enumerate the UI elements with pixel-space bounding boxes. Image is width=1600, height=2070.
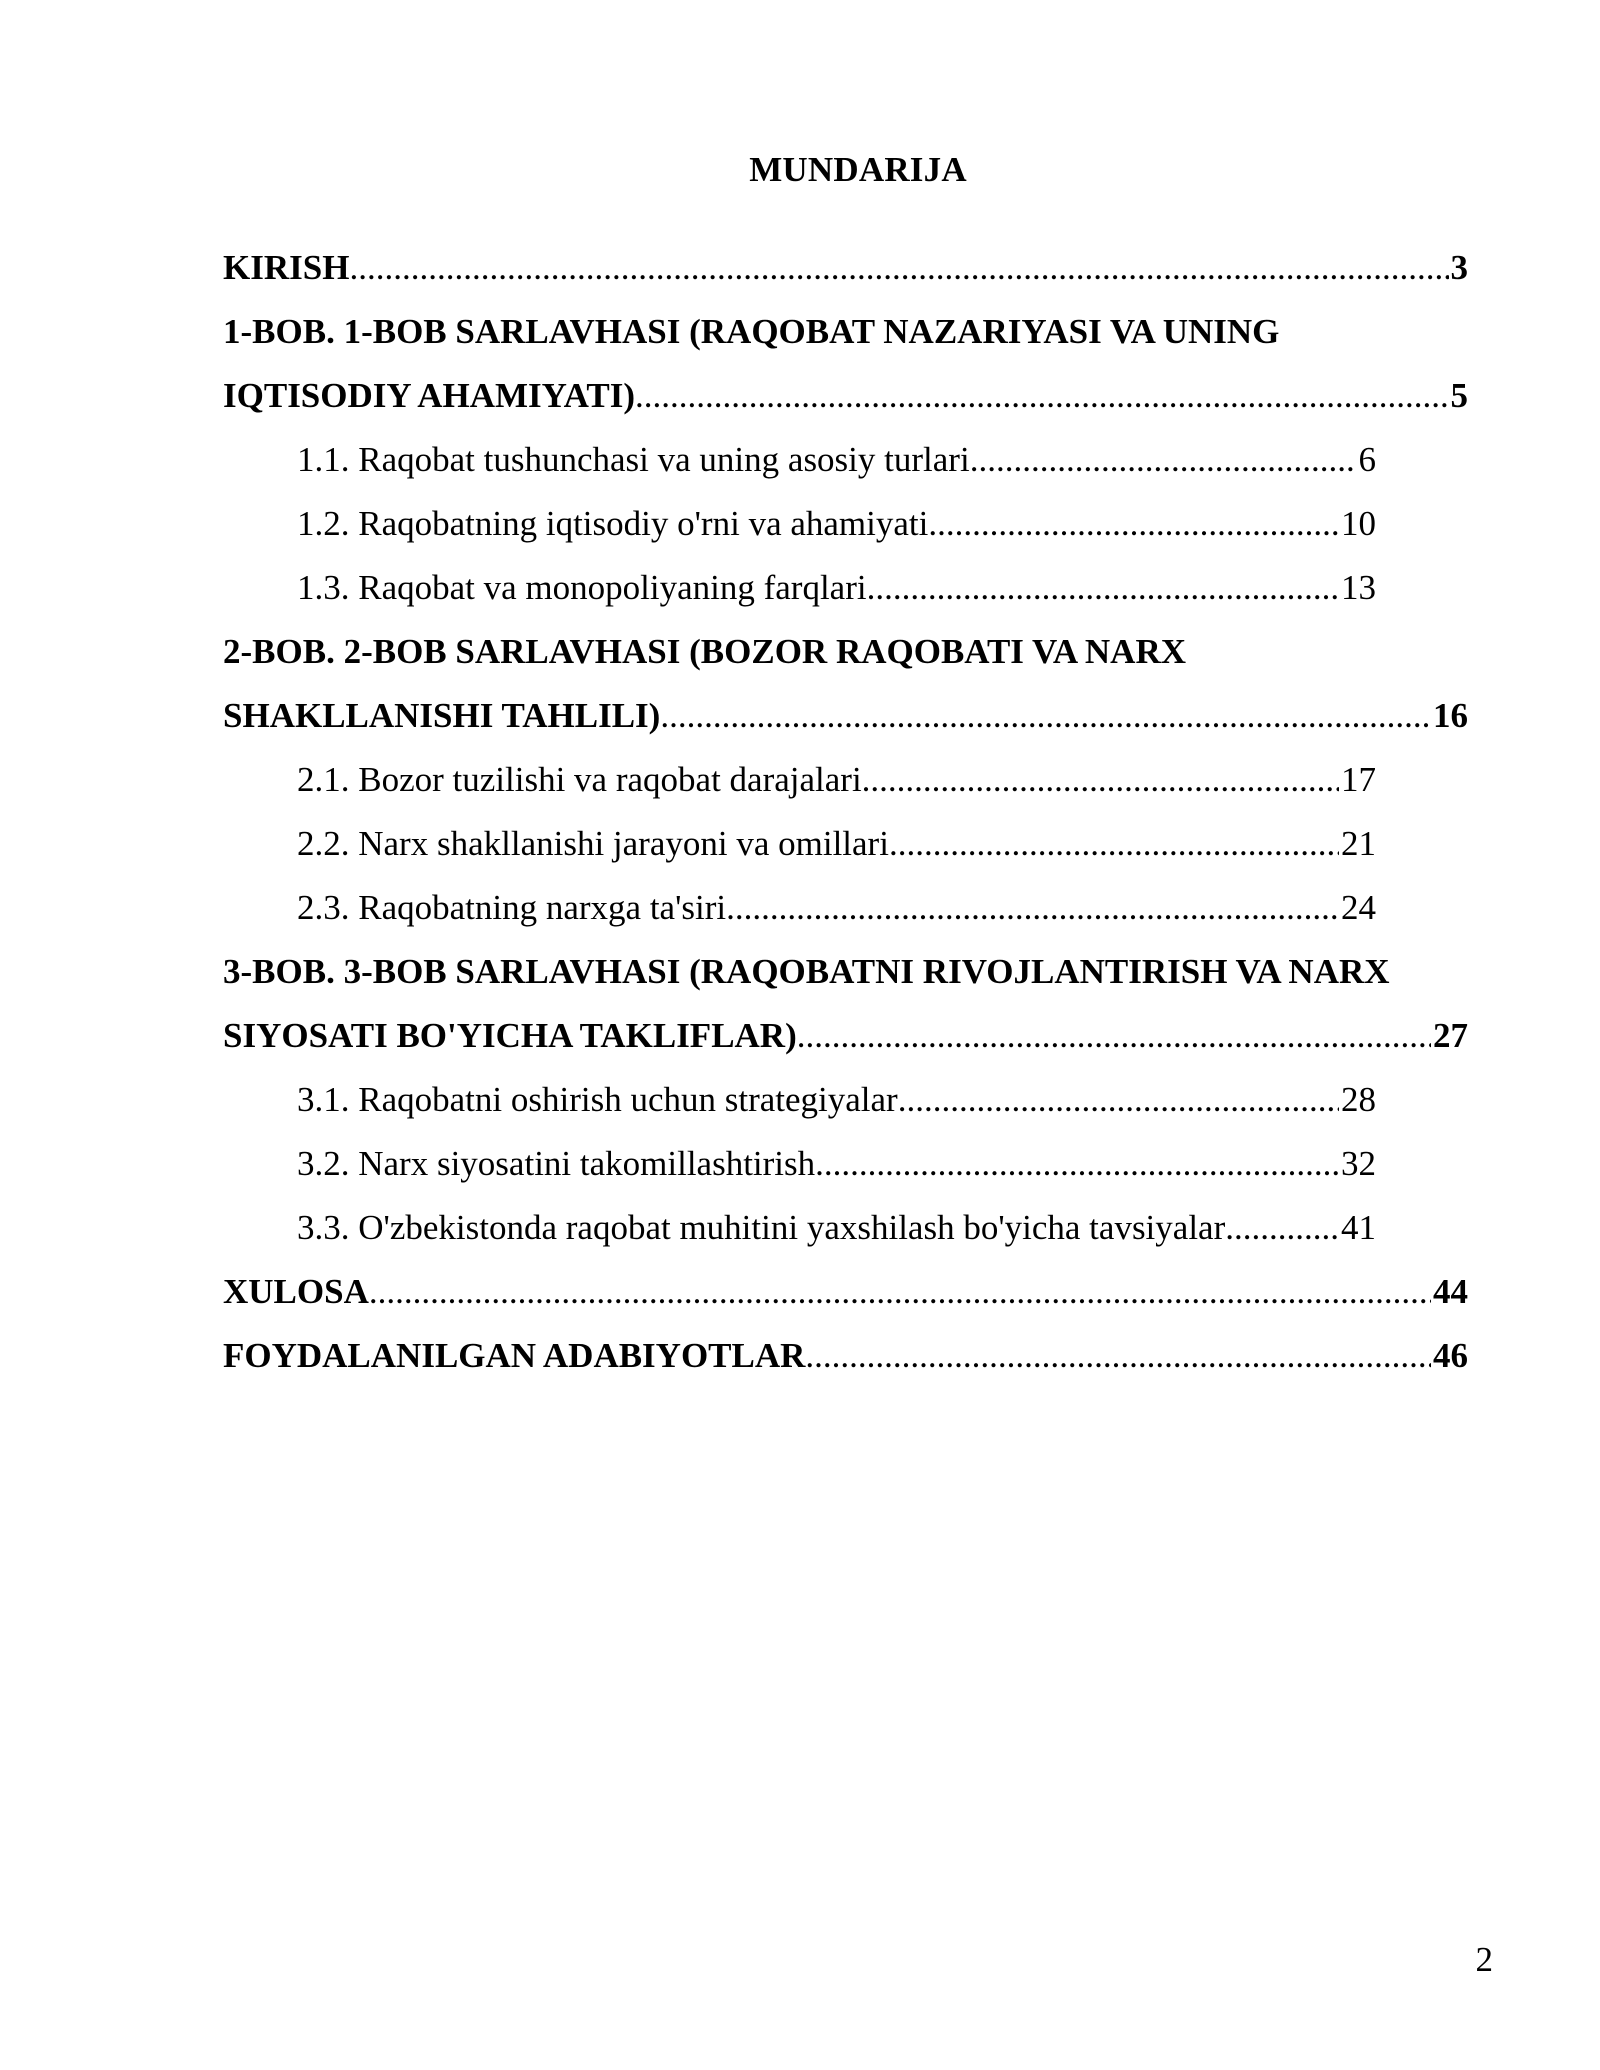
- toc-entry-row: [297, 428, 1376, 492]
- dot-leader: [928, 492, 1339, 556]
- page-number: 2: [1475, 1940, 1493, 1979]
- toc-entry-text: 3-BOB. 3-BOB SARLAVHASI (RAQOBATNI RIVOJLANTIRISH VA NARX: [223, 952, 1390, 991]
- toc-entry-text: FOYDALANILGAN ADABIYOTLAR: [223, 1336, 806, 1375]
- table-of-contents: [223, 236, 1468, 1388]
- toc-entry-text: 2-BOB. 2-BOB SARLAVHASI (BOZOR RAQOBATI VA NARX: [223, 632, 1187, 671]
- toc-entry-row: [297, 876, 1376, 940]
- dot-leader: [805, 1324, 1431, 1388]
- toc-entry-row: [223, 236, 1468, 300]
- toc-entry-row: [297, 492, 1376, 556]
- toc-page-number: 41: [1341, 1208, 1376, 1247]
- toc-entry-text: IQTISODIY AHAMIYATI): [223, 376, 635, 415]
- toc-page-number: 13: [1341, 568, 1376, 607]
- toc-section-entry[interactable]: [297, 492, 1376, 556]
- toc-entry-text: 1.1. Raqobat tushunchasi va uning asosiy turlari: [297, 440, 970, 479]
- toc-entry-text: XULOSA: [223, 1272, 369, 1311]
- toc-entry-row: [297, 1132, 1376, 1196]
- toc-page-number: 16: [1433, 696, 1468, 735]
- toc-entry-row: [297, 1068, 1376, 1132]
- toc-chapter-entry[interactable]: [223, 300, 1468, 428]
- toc-entry-row: [297, 812, 1376, 876]
- toc-chapter-entry[interactable]: [223, 1260, 1468, 1324]
- toc-chapter-entry[interactable]: [223, 236, 1468, 300]
- dot-leader: [726, 876, 1339, 940]
- toc-entry-text: SIYOSATI BO'YICHA TAKLIFLAR): [223, 1016, 797, 1055]
- toc-entry-text: 2.1. Bozor tuzilishi va raqobat darajalari: [297, 760, 862, 799]
- toc-page-number: 32: [1341, 1144, 1376, 1183]
- toc-entry-row: [223, 1004, 1468, 1068]
- toc-entry-text: 1.2. Raqobatning iqtisodiy o'rni va ahamiyati: [297, 504, 929, 543]
- dot-leader: [635, 364, 1449, 428]
- toc-section-entry[interactable]: [297, 748, 1376, 812]
- toc-entry-row: [223, 684, 1468, 748]
- dot-leader: [970, 428, 1357, 492]
- toc-page-number: 17: [1341, 760, 1376, 799]
- toc-entry-row: [223, 1324, 1468, 1388]
- toc-page-number: 27: [1433, 1016, 1468, 1055]
- toc-section-entry[interactable]: [297, 556, 1376, 620]
- dot-leader: [867, 556, 1339, 620]
- toc-entry-text: 1-BOB. 1-BOB SARLAVHASI (RAQOBAT NAZARIYASI VA UNING: [223, 312, 1280, 351]
- toc-section-entry[interactable]: [297, 876, 1376, 940]
- toc-entry-text: 3.2. Narx siyosatini takomillashtirish: [297, 1144, 816, 1183]
- dot-leader: [349, 236, 1448, 300]
- toc-section-entry[interactable]: [297, 1196, 1376, 1260]
- toc-entry-text: KIRISH: [223, 248, 350, 287]
- dot-leader: [1225, 1196, 1339, 1260]
- dot-leader: [369, 1260, 1431, 1324]
- toc-page-number: 28: [1341, 1080, 1376, 1119]
- dot-leader: [660, 684, 1431, 748]
- toc-entry-row: [223, 1260, 1468, 1324]
- toc-section-entry[interactable]: [297, 428, 1376, 492]
- toc-entry-text: 2.3. Raqobatning narxga ta'siri: [297, 888, 727, 927]
- toc-entry-row: [223, 364, 1468, 428]
- toc-entry-text: SHAKLLANISHI TAHLILI): [223, 696, 661, 735]
- toc-page-number: 46: [1433, 1336, 1468, 1375]
- toc-page-number: 10: [1341, 504, 1376, 543]
- toc-entry-row: [297, 556, 1376, 620]
- toc-section-entry[interactable]: [297, 812, 1376, 876]
- dot-leader: [862, 748, 1339, 812]
- toc-page-number: 6: [1358, 440, 1376, 479]
- toc-entry-text: 3.3. O'zbekistonda raqobat muhitini yaxshilash bo'yicha tavsiyalar: [297, 1208, 1226, 1247]
- toc-entry-row: [297, 748, 1376, 812]
- toc-section-entry[interactable]: [297, 1068, 1376, 1132]
- dot-leader: [797, 1004, 1431, 1068]
- toc-chapter-entry[interactable]: [223, 620, 1468, 748]
- toc-entry-text: 3.1. Raqobatni oshirish uchun strategiyalar: [297, 1080, 898, 1119]
- toc-page-number: 44: [1433, 1272, 1468, 1311]
- toc-page-number: 21: [1341, 824, 1376, 863]
- dot-leader: [889, 812, 1339, 876]
- toc-page-number: 24: [1341, 888, 1376, 927]
- toc-title: MUNDARIJA: [749, 150, 967, 189]
- toc-entry-text: 2.2. Narx shakllanishi jarayoni va omillari: [297, 824, 889, 863]
- toc-chapter-entry[interactable]: [223, 940, 1468, 1068]
- toc-entry-row: [297, 1196, 1376, 1260]
- toc-page-number: 5: [1450, 376, 1468, 415]
- dot-leader: [815, 1132, 1339, 1196]
- toc-entry-text: 1.3. Raqobat va monopoliyaning farqlari: [297, 568, 867, 607]
- toc-section-entry[interactable]: [297, 1132, 1376, 1196]
- toc-chapter-entry[interactable]: [223, 1324, 1468, 1388]
- toc-page-number: 3: [1450, 248, 1468, 287]
- dot-leader: [898, 1068, 1339, 1132]
